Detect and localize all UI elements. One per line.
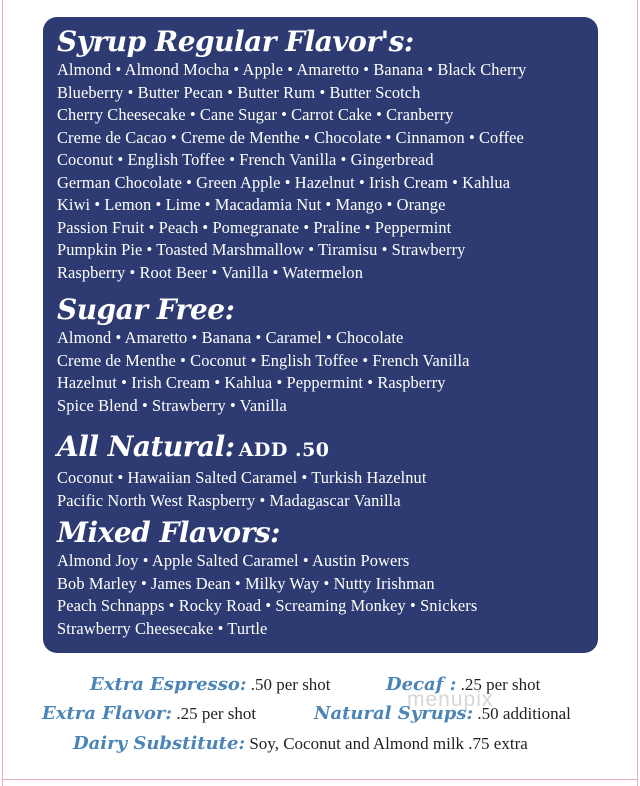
flavor-line: Pacific North West Raspberry • Madagascar Vanilla — [57, 490, 401, 510]
frame-left-border — [2, 0, 3, 786]
extra-flavor-row — [42, 703, 256, 724]
all-natural-add-price: ADD .50 — [238, 439, 330, 461]
mixed-flavors-section — [57, 516, 477, 640]
flavor-line: Blueberry • Butter Pecan • Butter Rum • Butter Scotch — [57, 82, 421, 102]
extra-flavor-price: .25 per shot — [172, 704, 257, 723]
natural-syrups-price: .50 additional — [473, 704, 571, 723]
flavor-line: Pumpkin Pie • Toasted Marshmallow • Tiramisu • Strawberry — [57, 240, 466, 259]
syrup-regular-section — [57, 25, 588, 284]
flavor-line: Almond • Almond Mocha • Apple • Amaretto • Banana • Black Cherry — [57, 60, 527, 79]
frame-bottom-border — [2, 779, 638, 780]
flavor-line: Peach Schnapps • Rocky Road • Screaming Monkey • Snickers — [57, 596, 478, 615]
flavor-line: Strawberry Cheesecake • Turtle — [57, 618, 268, 638]
flavor-line: Creme de Cacao • Creme de Menthe • Chocolate • Cinnamon • Coffee — [57, 127, 524, 147]
flavor-line: Almond • Amaretto • Banana • Caramel • Chocolate — [57, 328, 404, 347]
flavor-line: Passion Fruit • Peach • Pomegranate • Praline • Peppermint — [57, 217, 452, 237]
all-natural-title-text: All Natural: — [57, 430, 235, 463]
natural-syrups-label: Natural Syrups: — [314, 703, 474, 724]
flavor-menu-panel — [43, 17, 598, 653]
flavor-line: Spice Blend • Strawberry • Vanilla — [57, 395, 287, 415]
all-natural-title — [57, 430, 426, 467]
decaf-price: .25 per shot — [456, 675, 541, 694]
frame-right-border — [637, 0, 638, 786]
extra-flavor-label: Extra Flavor: — [42, 703, 173, 724]
menupix-watermark: menupix — [407, 688, 494, 711]
sugar-free-title: Sugar Free: — [57, 293, 235, 326]
mixed-flavors-title: Mixed Flavors: — [57, 516, 280, 549]
flavor-line: Bob Marley • James Dean • Milky Way • Nutty Irishman — [57, 573, 435, 593]
flavor-line: Coconut • Hawaiian Salted Caramel • Turkish Hazelnut — [57, 468, 427, 487]
flavor-line: Raspberry • Root Beer • Vanilla • Watermelon — [57, 262, 363, 282]
dairy-substitute-row — [73, 733, 528, 754]
decaf-label: Decaf : — [386, 674, 457, 695]
flavor-line: Almond Joy • Apple Salted Caramel • Austin Powers — [57, 551, 410, 570]
dairy-substitute-label: Dairy Substitute: — [73, 733, 246, 754]
extra-espresso-row — [90, 674, 331, 695]
flavor-line: Hazelnut • Irish Cream • Kahlua • Peppermint • Raspberry — [57, 373, 446, 392]
flavor-line: Kiwi • Lemon • Lime • Macadamia Nut • Mango • Orange — [57, 195, 446, 214]
flavor-line: German Chocolate • Green Apple • Hazelnut • Irish Cream • Kahlua — [57, 172, 511, 192]
syrup-regular-title: Syrup Regular Flavor's: — [57, 25, 414, 58]
flavor-line: Coconut • English Toffee • French Vanilla • Gingerbread — [57, 150, 434, 169]
flavor-line: Cherry Cheesecake • Cane Sugar • Carrot Cake • Cranberry — [57, 105, 454, 124]
all-natural-section — [57, 430, 426, 512]
flavor-line: Creme de Menthe • Coconut • English Toffee • French Vanilla — [57, 350, 470, 370]
dairy-substitute-text: Soy, Coconut and Almond milk .75 extra — [245, 734, 528, 753]
extra-espresso-label: Extra Espresso: — [90, 674, 247, 695]
sugar-free-section — [57, 293, 470, 417]
extra-espresso-price: .50 per shot — [246, 675, 331, 694]
